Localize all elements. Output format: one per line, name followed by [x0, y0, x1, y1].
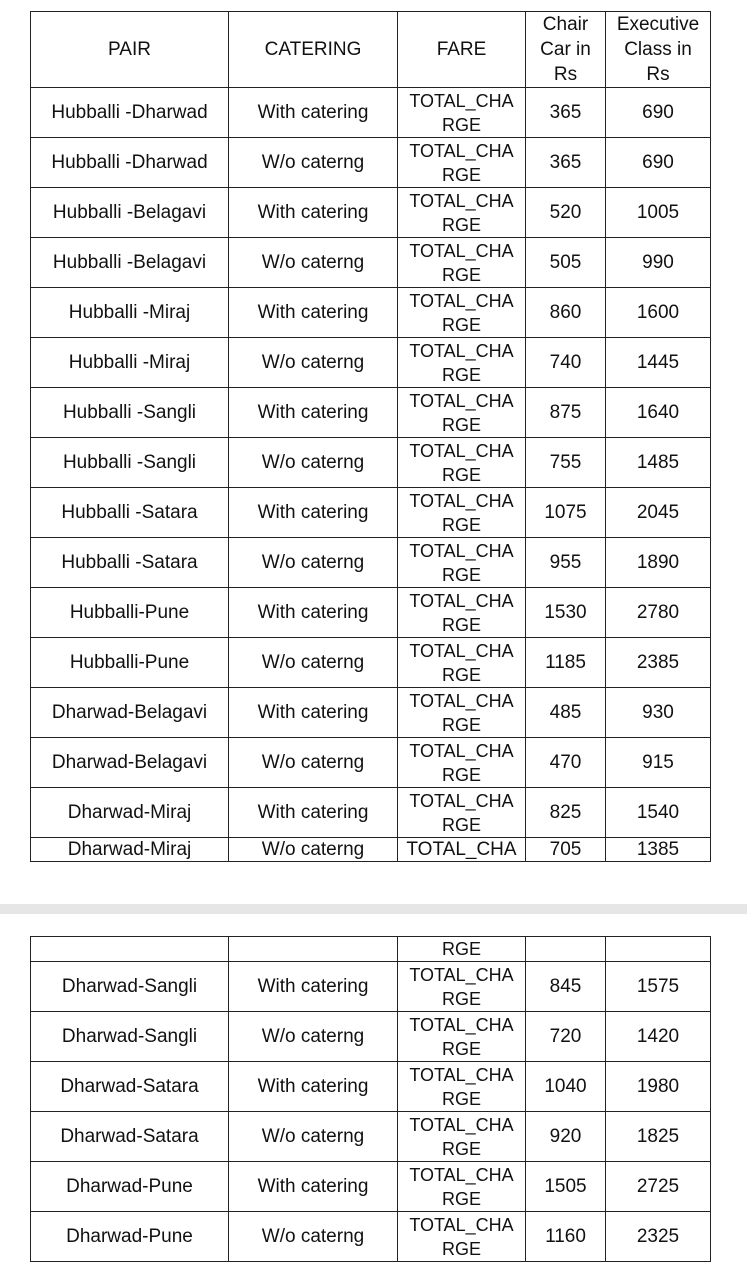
- fare-cell: [398, 288, 526, 338]
- fare-text-bottom: RGE: [441, 664, 481, 685]
- catering-cell: With catering: [229, 388, 398, 438]
- chair-car-fare-cell: 1040: [526, 1062, 606, 1112]
- chair-car-fare-cell: 755: [526, 438, 606, 488]
- catering-cell: W/o caterng: [229, 338, 398, 388]
- chair-car-fare-cell: 875: [526, 388, 606, 438]
- fare-cell: [398, 88, 526, 138]
- pair-cell: Hubballi -Dharwad: [31, 138, 229, 188]
- chair-car-fare-cell: 1505: [526, 1162, 606, 1212]
- table-row: [31, 238, 711, 288]
- header-pair: PAIR: [31, 12, 229, 88]
- executive-fare-cell: 1420: [606, 1012, 711, 1062]
- table-row: [31, 688, 711, 738]
- fare-text-top: TOTAL_CHA: [409, 1114, 514, 1135]
- fare-text-bottom: RGE: [441, 514, 481, 535]
- executive-fare-cell: 990: [606, 238, 711, 288]
- fare-cell: [398, 138, 526, 188]
- catering-cell: W/o caterng: [229, 138, 398, 188]
- fare-cell: [398, 838, 526, 862]
- catering-cell: W/o caterng: [229, 1012, 398, 1062]
- catering-cell: W/o caterng: [229, 1212, 398, 1262]
- fare-cell: [398, 488, 526, 538]
- executive-fare-cell: 690: [606, 88, 711, 138]
- executive-fare-cell: 915: [606, 738, 711, 788]
- catering-cell: With catering: [229, 188, 398, 238]
- table-row: [31, 338, 711, 388]
- catering-cell: With catering: [229, 588, 398, 638]
- table-row: [31, 1112, 711, 1162]
- continuation-row: [31, 937, 711, 962]
- executive-fare-cell: 1445: [606, 338, 711, 388]
- catering-cell: W/o caterng: [229, 638, 398, 688]
- fare-text-bottom: RGE: [441, 714, 481, 735]
- table-row: [31, 1012, 711, 1062]
- executive-fare-cell: 2325: [606, 1212, 711, 1262]
- header-row: [31, 12, 711, 88]
- catering-cell: W/o caterng: [229, 438, 398, 488]
- executive-fare-cell: 1980: [606, 1062, 711, 1112]
- chair-car-fare-cell: 1185: [526, 638, 606, 688]
- fare-cell: [398, 588, 526, 638]
- table-row: [31, 438, 711, 488]
- fare-table-part-2: [30, 936, 711, 1262]
- header-exec-line1: Executive: [616, 14, 700, 35]
- pair-cell: Hubballi -Belagavi: [31, 188, 229, 238]
- fare-text-bottom: RGE: [441, 364, 481, 385]
- fare-text-top: TOTAL_CHA: [409, 1014, 514, 1035]
- executive-fare-cell: 2385: [606, 638, 711, 688]
- pair-cell: Hubballi -Satara: [31, 538, 229, 588]
- catering-cell: With catering: [229, 88, 398, 138]
- pair-cell: Dharwad-Pune: [31, 1212, 229, 1262]
- pair-cell: Dharwad-Satara: [31, 1112, 229, 1162]
- chair-car-fare-cell: 825: [526, 788, 606, 838]
- fare-text-bottom: RGE: [441, 1188, 481, 1209]
- fare-cell: [398, 738, 526, 788]
- page-divider: [0, 904, 747, 914]
- catering-cell: With catering: [229, 488, 398, 538]
- catering-cell: W/o caterng: [229, 738, 398, 788]
- pair-cell: Hubballi-Pune: [31, 588, 229, 638]
- table-row: [31, 588, 711, 638]
- fare-text-top: TOTAL_CHA: [406, 839, 517, 860]
- fare-text-top: TOTAL_CHA: [409, 240, 514, 261]
- header-chair-car-line2: Car in: [540, 39, 591, 60]
- executive-fare-cell: 2780: [606, 588, 711, 638]
- fare-cell-continued: RGE: [398, 937, 526, 962]
- fare-text-bottom: RGE: [441, 114, 481, 135]
- fare-text-top: TOTAL_CHA: [409, 390, 514, 411]
- table-row: [31, 1162, 711, 1212]
- pair-cell: Dharwad-Sangli: [31, 962, 229, 1012]
- fare-text-bottom: RGE: [441, 988, 481, 1009]
- pair-cell: Hubballi -Belagavi: [31, 238, 229, 288]
- table-row: [31, 188, 711, 238]
- fare-cell: [398, 188, 526, 238]
- fare-cell: [398, 638, 526, 688]
- chair-car-fare-cell: 1530: [526, 588, 606, 638]
- fare-text-top: TOTAL_CHA: [409, 190, 514, 211]
- fare-cell: [398, 338, 526, 388]
- fare-text-top: TOTAL_CHA: [409, 964, 514, 985]
- executive-fare-cell: 1485: [606, 438, 711, 488]
- chair-car-fare-cell: 740: [526, 338, 606, 388]
- header-exec-line2: Class in: [624, 39, 692, 60]
- chair-car-fare-cell: 485: [526, 688, 606, 738]
- fare-cell: [398, 1062, 526, 1112]
- table-row: [31, 1212, 711, 1262]
- fare-text-top: TOTAL_CHA: [409, 690, 514, 711]
- catering-cell: W/o caterng: [229, 1112, 398, 1162]
- fare-text-top: TOTAL_CHA: [409, 590, 514, 611]
- fare-cell: [398, 962, 526, 1012]
- fare-text-bottom: RGE: [441, 164, 481, 185]
- chair-car-fare-cell: 955: [526, 538, 606, 588]
- fare-text-bottom: RGE: [441, 264, 481, 285]
- table-row: [31, 288, 711, 338]
- fare-text-bottom: RGE: [441, 814, 481, 835]
- chair-car-fare-cell: 845: [526, 962, 606, 1012]
- chair-car-fare-cell: 505: [526, 238, 606, 288]
- table-row: [31, 388, 711, 438]
- table-row: [31, 638, 711, 688]
- table-row: [31, 138, 711, 188]
- fare-text-top: TOTAL_CHA: [409, 790, 514, 811]
- pair-cell: Hubballi -Miraj: [31, 288, 229, 338]
- fare-text-bottom: RGE: [441, 614, 481, 635]
- table-row: [31, 838, 711, 862]
- chair-car-fare-cell: 520: [526, 188, 606, 238]
- fare-cell: [398, 538, 526, 588]
- executive-fare-cell: 1825: [606, 1112, 711, 1162]
- fare-text-top: TOTAL_CHA: [409, 1064, 514, 1085]
- fare-cell: [398, 688, 526, 738]
- fare-text-bottom: RGE: [441, 1038, 481, 1059]
- executive-fare-cell: 1600: [606, 288, 711, 338]
- fare-cell: [398, 1012, 526, 1062]
- header-fare: FARE: [398, 12, 526, 88]
- pair-cell: Hubballi-Pune: [31, 638, 229, 688]
- pair-cell: Hubballi -Sangli: [31, 438, 229, 488]
- table-cell: [31, 937, 229, 962]
- header-chair-car-line3: Rs: [553, 64, 578, 85]
- catering-cell: W/o caterng: [229, 238, 398, 288]
- chair-car-fare-cell: 920: [526, 1112, 606, 1162]
- chair-car-fare-cell: 705: [526, 838, 606, 862]
- fare-cell: [398, 238, 526, 288]
- fare-text-bottom: RGE: [441, 1138, 481, 1159]
- table-row: [31, 738, 711, 788]
- fare-text-top: TOTAL_CHA: [409, 140, 514, 161]
- pair-cell: Dharwad-Belagavi: [31, 688, 229, 738]
- table-cell: [606, 937, 711, 962]
- pair-cell: Dharwad-Satara: [31, 1062, 229, 1112]
- fare-cell: [398, 1212, 526, 1262]
- header-chair-car: [526, 12, 606, 88]
- fare-text-bottom: RGE: [441, 314, 481, 335]
- chair-car-fare-cell: 470: [526, 738, 606, 788]
- chair-car-fare-cell: 1075: [526, 488, 606, 538]
- executive-fare-cell: 1575: [606, 962, 711, 1012]
- catering-cell: With catering: [229, 962, 398, 1012]
- pair-cell: Hubballi -Dharwad: [31, 88, 229, 138]
- pair-cell: Dharwad-Miraj: [31, 788, 229, 838]
- pair-cell: Dharwad-Miraj: [31, 838, 229, 862]
- catering-cell: W/o caterng: [229, 538, 398, 588]
- executive-fare-cell: 1640: [606, 388, 711, 438]
- chair-car-fare-cell: 365: [526, 138, 606, 188]
- fare-text-bottom: RGE: [441, 564, 481, 585]
- fare-text-bottom: RGE: [441, 464, 481, 485]
- table-row: [31, 488, 711, 538]
- fare-text-top: TOTAL_CHA: [409, 1214, 514, 1235]
- fare-text-top: TOTAL_CHA: [409, 90, 514, 111]
- fare-text-bottom: RGE: [441, 764, 481, 785]
- table-row: [31, 788, 711, 838]
- fare-text-bottom: RGE: [441, 1088, 481, 1109]
- table-cell: [229, 937, 398, 962]
- table-cell: [526, 937, 606, 962]
- table-row: [31, 962, 711, 1012]
- catering-cell: W/o caterng: [229, 838, 398, 862]
- catering-cell: With catering: [229, 688, 398, 738]
- fare-text-bottom: RGE: [441, 214, 481, 235]
- fare-cell: [398, 1162, 526, 1212]
- chair-car-fare-cell: 1160: [526, 1212, 606, 1262]
- fare-text-bottom: RGE: [441, 1238, 481, 1259]
- fare-text-top: TOTAL_CHA: [409, 640, 514, 661]
- executive-fare-cell: 2725: [606, 1162, 711, 1212]
- table-row: [31, 1062, 711, 1112]
- catering-cell: With catering: [229, 788, 398, 838]
- executive-fare-cell: 1890: [606, 538, 711, 588]
- fare-cell: [398, 788, 526, 838]
- table-row: [31, 538, 711, 588]
- chair-car-fare-cell: 860: [526, 288, 606, 338]
- pair-cell: Dharwad-Sangli: [31, 1012, 229, 1062]
- pair-cell: Hubballi -Sangli: [31, 388, 229, 438]
- fare-text-top: TOTAL_CHA: [409, 740, 514, 761]
- executive-fare-cell: 1385: [606, 838, 711, 862]
- table-row: [31, 88, 711, 138]
- fare-text-top: TOTAL_CHA: [409, 340, 514, 361]
- fare-cell: [398, 438, 526, 488]
- fare-text-top: TOTAL_CHA: [409, 490, 514, 511]
- header-chair-car-line1: Chair: [542, 14, 589, 35]
- header-executive-class: [606, 12, 711, 88]
- fare-text-top: TOTAL_CHA: [409, 440, 514, 461]
- executive-fare-cell: 930: [606, 688, 711, 738]
- catering-cell: With catering: [229, 288, 398, 338]
- fare-cell: [398, 388, 526, 438]
- catering-cell: With catering: [229, 1162, 398, 1212]
- pair-cell: Hubballi -Satara: [31, 488, 229, 538]
- pair-cell: Dharwad-Belagavi: [31, 738, 229, 788]
- catering-cell: With catering: [229, 1062, 398, 1112]
- header-exec-line3: Rs: [646, 64, 670, 85]
- executive-fare-cell: 1005: [606, 188, 711, 238]
- chair-car-fare-cell: 720: [526, 1012, 606, 1062]
- executive-fare-cell: 1540: [606, 788, 711, 838]
- header-catering: CATERING: [229, 12, 398, 88]
- fare-text-top: TOTAL_CHA: [409, 540, 514, 561]
- pair-cell: Dharwad-Pune: [31, 1162, 229, 1212]
- pair-cell: Hubballi -Miraj: [31, 338, 229, 388]
- executive-fare-cell: 2045: [606, 488, 711, 538]
- fare-table-part-1: [30, 11, 711, 862]
- chair-car-fare-cell: 365: [526, 88, 606, 138]
- executive-fare-cell: 690: [606, 138, 711, 188]
- fare-text-top: TOTAL_CHA: [409, 290, 514, 311]
- fare-cell: [398, 1112, 526, 1162]
- fare-text-top: TOTAL_CHA: [409, 1164, 514, 1185]
- fare-text-bottom: RGE: [441, 414, 481, 435]
